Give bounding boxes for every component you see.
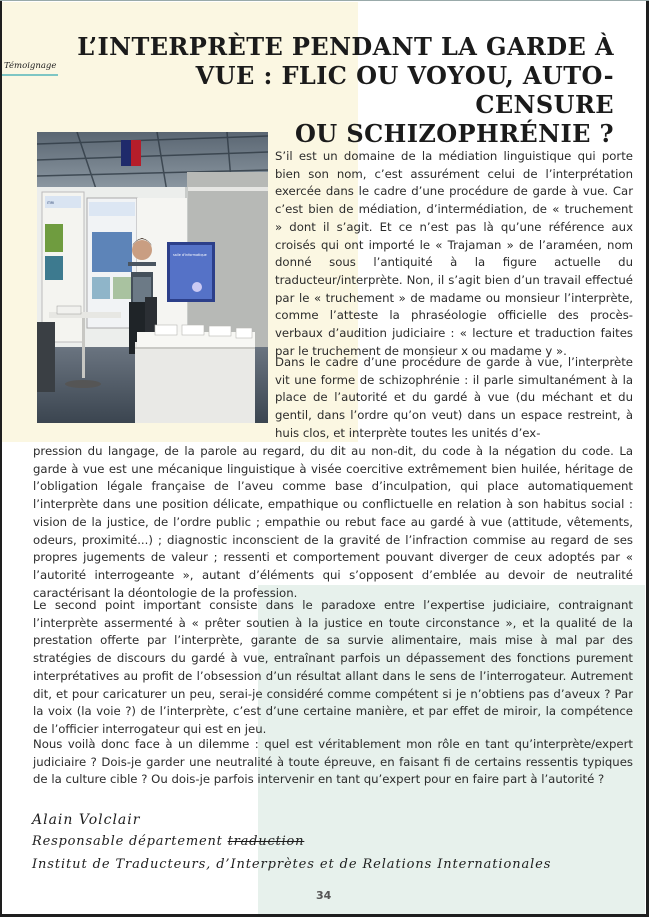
title-line-3: OU SCHIZOPHRÉNIE ? [295, 119, 614, 148]
signature-role-struck: traduction [227, 834, 305, 849]
page-number: 34 [316, 889, 332, 902]
paragraph-2-part-2: pression du langage, de la parole au regard, du dit au non-dit, du code à la négation du code. La garde à vue est une mécanique linguistique à visée coercitive extrêmement bien huilée, héritage de l’obligation légale française de l’aveu comme base d’inculpation, qui place automatiquement l’interprète dans une position délicate, empathique ou conflictuelle en relation à son habitus social : vision de la justice, de l’ordre public ; empathie ou rebut face au gardé à vue (attitude, vêtements, odeurs, proximité...) ; diagnostic inconscient de la gravité de l’infraction commise au regard de ses propres jugements de valeur ; ressenti et comportement pouvant diverger de ceux adoptés par « l’autorité interrogeante », autant d’éléments qui s’opposent d’emblée au devoir de neutralité caractérisant la déontologie de la profession. [33, 444, 633, 600]
signature-role-prefix: Responsable département [32, 834, 228, 849]
paragraph-3: Le second point important consiste dans le paradoxe entre l’expertise judiciaire, contraignant l’interprète assermenté à « prêter soutien à la justice en toute circonstance », et la qualité de la prestation offerte par l’interprète, garante de sa survie alimentaire, mais mise à mal par des stratégies de discours du gardé à vue, entraînant parfois un dépassement des fonctions purement interprétatives au profit de l’obsession d’un résultat allant dans le sens de l’interrogateur. Autrement dit, et pour caricaturer un peu, serai-je considéré comme compétent si je n’obtiens pas d’aveux ? Par la voix (la voie ?) de l’interprète, c’est d’une certaine manière, et par effet de miroir, la compétence de l’officier interrogateur qui est en jeu. [33, 598, 633, 736]
paragraph-2-part-1: Dans le cadre d’une procédure de garde à vue, l’interprète vit une forme de schizophrénie : il parle simultanément à la place de l’autorité et du gardé à vue (du méchant et du gentil, dans l’ordre qu’on veut) dans un espace restreint, à huis clos, et interprète toutes les unités d’ex- [275, 355, 633, 440]
paragraph-1: S’il est un domaine de la médiation linguistique qui porte bien son nom, c’est assurément celui de l’interprétation exercée dans le cadre d’une procédure de garde à vue. Car c’est bien de médiation, d’intermédiation, de « truchement » dont il s’agit. Et ce n’est pas là qu’une référence aux croisés qui ont importé le « Trajaman » de l’araméen, nom donné sous l’antiquité à la figure actuelle du traducteur/interprète. Non, il s’agit bien d’un travail effectué par le « truchement » de madame ou monsieur l’interprète, comme l’atteste la phraséologie officielle des procès-verbaux d’audition judiciaire : « lecture et traduction faites par le truchement de monsieur x ou madame y ». [275, 149, 633, 358]
page-border-left [0, 0, 2, 917]
paragraph-4: Nous voilà donc face à un dilemme : quel est véritablement mon rôle en tant qu’interprète/expert judiciaire ? Dois-je garder une neutralité à toute épreuve, en faisant fi de certains ressentis typiques de la culture cible ? Ou dois-je parfois intervenir en tant qu’expert pour en faire part à l’autorité ? [33, 737, 633, 787]
page-border-top [0, 0, 649, 1]
exhibition-stand-photo [37, 132, 268, 423]
title-line-1: L’INTERPRÈTE PENDANT LA GARDE À [77, 32, 614, 61]
signature-institution: Institut de Traducteurs, d’Interprètes et de Relations Internationales [32, 857, 552, 872]
signature-role [32, 834, 304, 849]
title-line-2: VUE : FLIC OU VOYOU, AUTO-CENSURE [195, 61, 614, 119]
poster-left-title: ITIRI [47, 201, 54, 205]
projected-screen-text: salle d'informatique [173, 253, 207, 257]
article-title [66, 32, 614, 148]
section-tag: Témoignage [4, 61, 57, 71]
section-tag-underline [2, 74, 58, 76]
signature-name: Alain Volclair [32, 812, 141, 828]
